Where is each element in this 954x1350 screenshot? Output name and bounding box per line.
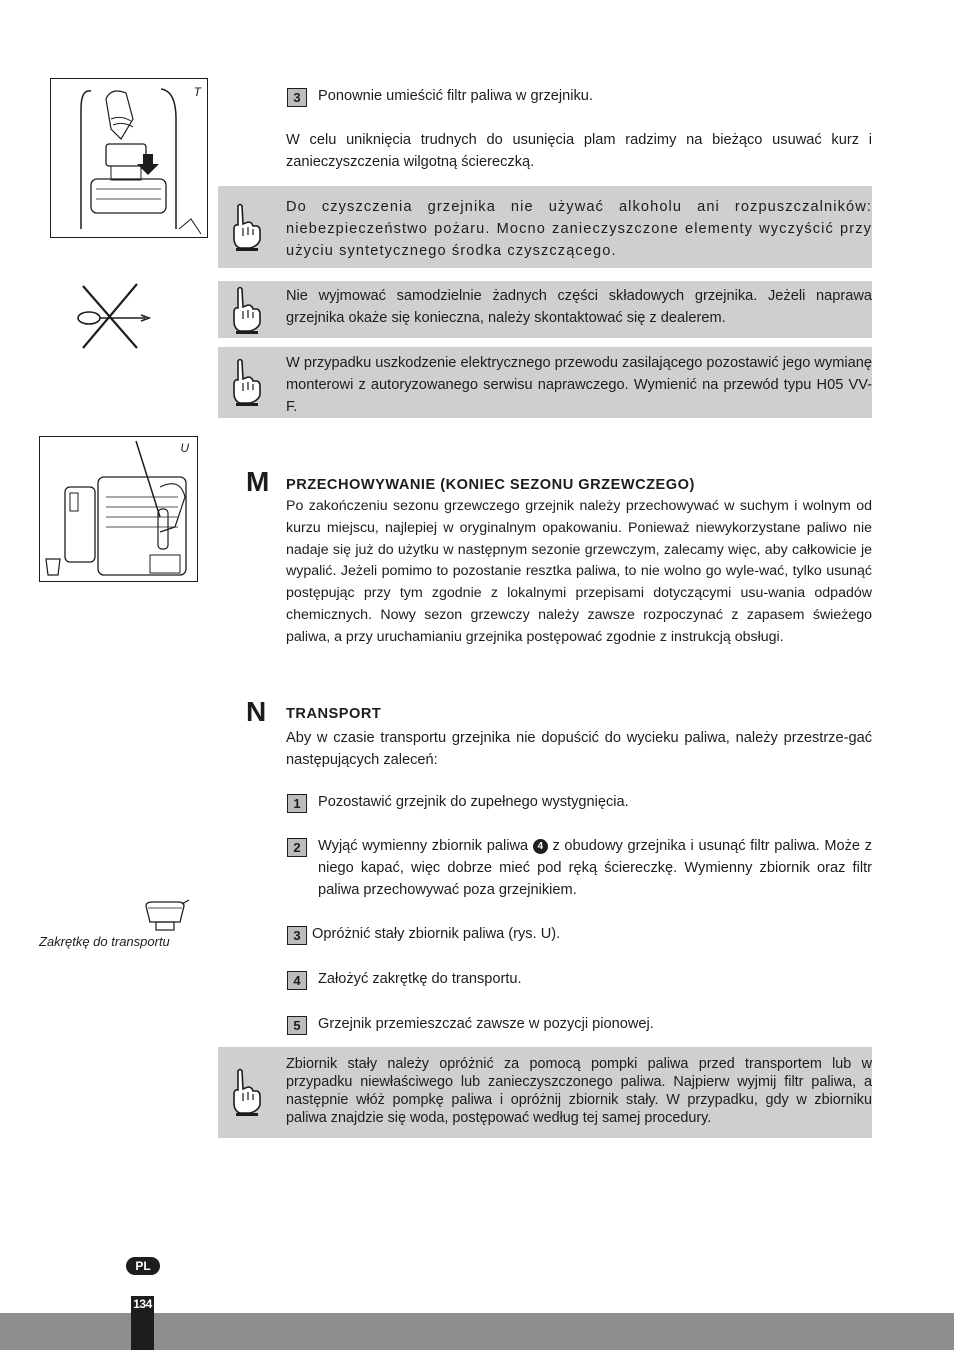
step-text: Ponownie umieścić filtr paliwa w grzejniku. [318,88,593,104]
step-text: Grzejnik przemieszczać zawsze w pozycji pionowej. [318,1016,654,1032]
step-text: Pozostawić grzejnik do zupełnego wystygnięcia. [318,794,629,810]
step-text: Założyć zakrętkę do transportu. [318,971,522,987]
tank-emptying-illustration [40,437,197,581]
language-badge: PL [126,1257,160,1275]
transport-cap-icon [142,898,192,934]
step-number: 5 [287,1016,307,1035]
pointing-hand-icon [226,357,264,407]
no-repair-screwdriver-icon [75,282,155,350]
cleaning-paragraph: W celu uniknięcia trudnych do usunięcia plam radzimy na bieżąco usuwać kurz i zanieczyszczenia wilgotną ściereczką. [286,132,872,170]
filter-insert-illustration [51,79,207,237]
section-title-transport: TRANSPORT [286,706,382,722]
step-text-part: z obudowy grzejnika i usunąć filtr paliwa. Może z niego kapać, więc dobrze mieć pod ręką ściereczkę. Wymienny zbiornik oraz filtr paliwa przechowywać poza grzejnikiem. [318,838,873,898]
page-number: 134 [133,1297,152,1311]
warning-note-text: Zbiornik stały należy opróżnić za pomocą pompki paliwa przed transportem lub w przypadku niewłaściwego lub zanieczyszczonego paliwa. Najpierw wyjmij filtr paliwa, a następnie włóż pompkę paliwa i opróżnij zbiornik stały. W przypadku, gdy w zbiorniku paliwa znajdzie się woda, postępować według tej samej procedury. [286,1056,872,1126]
warning-note [218,281,872,338]
step-number: 3 [287,926,307,945]
warning-note [218,1047,872,1138]
step-text-part: Wyjąć wymienny zbiornik paliwa [318,838,529,854]
warning-note-text: Do czyszczenia grzejnika nie używać alkoholu ani rozpuszczalników: niebezpieczeństwo pożaru. Mocno zanieczyszczone elementy wyczyścić przy użyciu syntetycznego środka czyszczącego. [286,199,872,259]
warning-note [218,186,872,268]
figure-u [39,436,198,582]
step-number: 4 [287,971,307,990]
figure-t-label: T [193,85,201,99]
pointing-hand-icon [226,1067,264,1117]
step-text: Opróżnić stały zbiornik paliwa (rys. U). [312,926,561,942]
section-letter-m: M [246,466,270,497]
pointing-hand-icon [226,202,264,252]
transport-cap-caption: Zakrętkę do transportu [39,934,170,949]
figure-t [50,78,208,238]
step-number: 1 [287,794,307,813]
section-letter-n: N [246,696,267,727]
storage-paragraph: Po zakończeniu sezonu grzewczego grzejnik należy przechowywać w suchym i wolnym od kurzu miejscu, najlepiej w oryginalnym opakowaniu. Ponieważ niewykorzystane paliwo nie nadaje się już do użytku w następnym sezonie grzewczym, zalecamy więc, aby całkowicie je wypalić. Jeżeli pomimo to pozostanie resztka paliwa, to nie wolno go wyle-wać, tylko usunąć postępując przy tym zgodnie z lokalnymi przepisami dotyczącymi usu-wania odpadów chemicznych. Nowy sezon grzewczy należy zawsze rozpoczynać z zapasem świeżego paliwa, a przy uruchamianiu grzejnika postępować zgodnie z instrukcją obsługi. [286,498,872,645]
step-text [318,835,872,901]
tank-marker-badge: 4 [533,839,548,854]
warning-note [218,347,872,418]
figure-u-label: U [180,441,189,455]
transport-intro: Aby w czasie transportu grzejnika nie dopuścić do wycieku paliwa, należy przestrze-gać następujących zaleceń: [286,730,872,768]
pointing-hand-icon [226,285,264,335]
step-number: 3 [287,88,307,107]
warning-note-text: Nie wyjmować samodzielnie żadnych części składowych grzejnika. Jeżeli naprawa grzejnika okaże się konieczna, należy skontaktować się z dealerem. [286,288,872,326]
warning-note-text: W przypadku uszkodzenie elektrycznego przewodu zasilającego pozostawić jego wymianę monterowi z autoryzowanego serwisu naprawczego. Wymienić na przewód typu H05 VV-F. [286,355,872,415]
step-number: 2 [287,838,307,857]
section-title-storage: PRZECHOWYWANIE (KONIEC SEZONU GRZEWCZEGO) [286,477,695,493]
